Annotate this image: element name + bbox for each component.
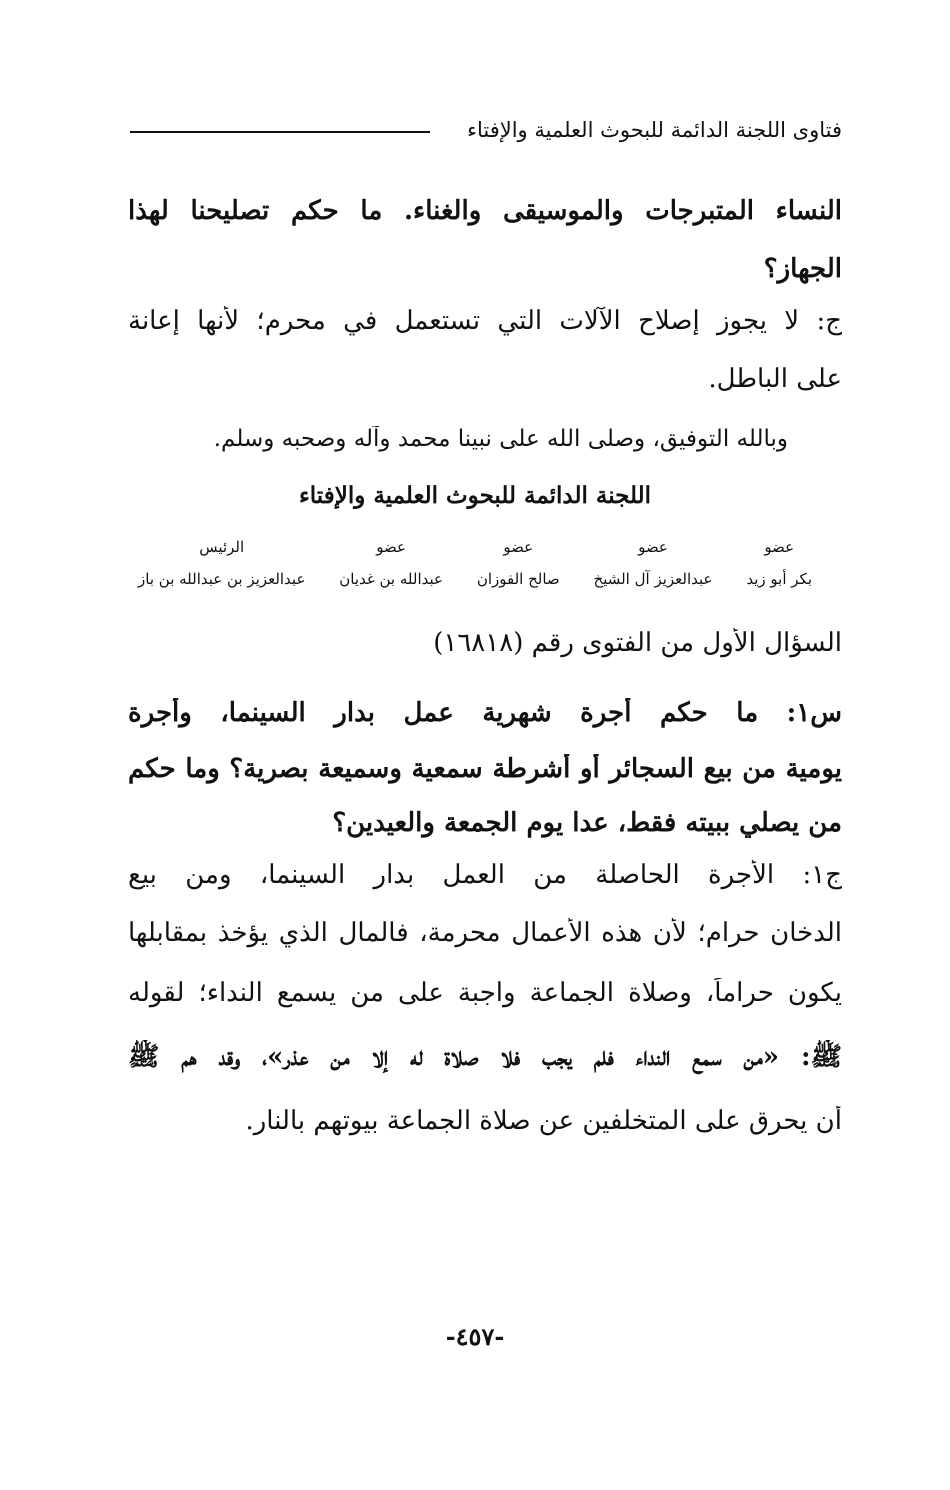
- question-text-line: يومية من بيع السجائر أو أشرطة سمعية وسميعة بصرية؟ وما حكم: [128, 754, 842, 784]
- signatory-name: عبدالعزيز آل الشيخ: [593, 570, 713, 588]
- answer-text-line: ج١: الأجرة الحاصلة من العمل بدار السينما، ومن بيع: [128, 860, 842, 890]
- signatory-name: صالح الفوزان: [476, 570, 560, 588]
- signatory-role: عضو: [376, 538, 406, 556]
- signatory-role: عضو: [764, 538, 795, 556]
- signatory-name: عبدالله بن غديان: [339, 570, 443, 588]
- signatory: [477, 538, 560, 588]
- signatory: [339, 538, 443, 588]
- question-text-line: الجهاز؟: [763, 254, 842, 284]
- signatory-role: الرئيس: [199, 538, 245, 556]
- answer-text-line: على الباطل.: [708, 364, 842, 394]
- answer-text-line: الدخان حرام؛ لأن هذه الأعمال محرمة، فالمال الذي يؤخذ بمقابلها: [128, 918, 842, 948]
- signatory: [138, 538, 305, 588]
- page-number: -٤٥٧-: [445, 1322, 505, 1351]
- signatory-role: عضو: [638, 538, 668, 556]
- signatory: [594, 538, 713, 588]
- closing-formula: وبالله التوفيق، وصلى الله على نبينا محمد وآله وصحبه وسلم.: [213, 426, 788, 452]
- signatories-list: [138, 538, 812, 588]
- header-rule: [130, 131, 430, 133]
- question-text-line: من يصلي ببيته فقط، عدا يوم الجمعة والعيدين؟: [332, 808, 842, 838]
- answer-text-line: يكون حراماً، وصلاة الجماعة واجبة على من يسمع النداء؛ لقوله: [128, 978, 842, 1008]
- signatory: [746, 538, 812, 588]
- fatwa-heading: السؤال الأول من الفتوى رقم (١٦٨١٨): [433, 628, 842, 658]
- committee-title: اللجنة الدائمة للبحوث العلمية والإفتاء: [298, 482, 652, 509]
- hadith-quote-line: ﷺ: «من سمع النداء فلم يجب فلا صلاة له إلا من عذر»، وقد هم ﷺ: [128, 1042, 842, 1072]
- running-head: فتاوى اللجنة الدائمة للبحوث العلمية والإفتاء: [467, 118, 842, 142]
- answer-text-line: أن يحرق على المتخلفين عن صلاة الجماعة بيوتهم بالنار.: [245, 1106, 842, 1136]
- signatory-name: عبدالعزيز بن عبدالله بن باز: [138, 570, 306, 588]
- question-text-line: س١: ما حكم أجرة شهرية عمل بدار السينما، وأجرة: [128, 698, 842, 728]
- signatory-role: عضو: [503, 538, 534, 556]
- question-text-line: النساء المتبرجات والموسيقى والغناء. ما حكم تصليحنا لهذا: [128, 196, 842, 226]
- signatory-name: بكر أبو زيد: [746, 570, 812, 588]
- answer-text-line: ج: لا يجوز إصلاح الآلات التي تستعمل في محرم؛ لأنها إعانة: [128, 306, 842, 336]
